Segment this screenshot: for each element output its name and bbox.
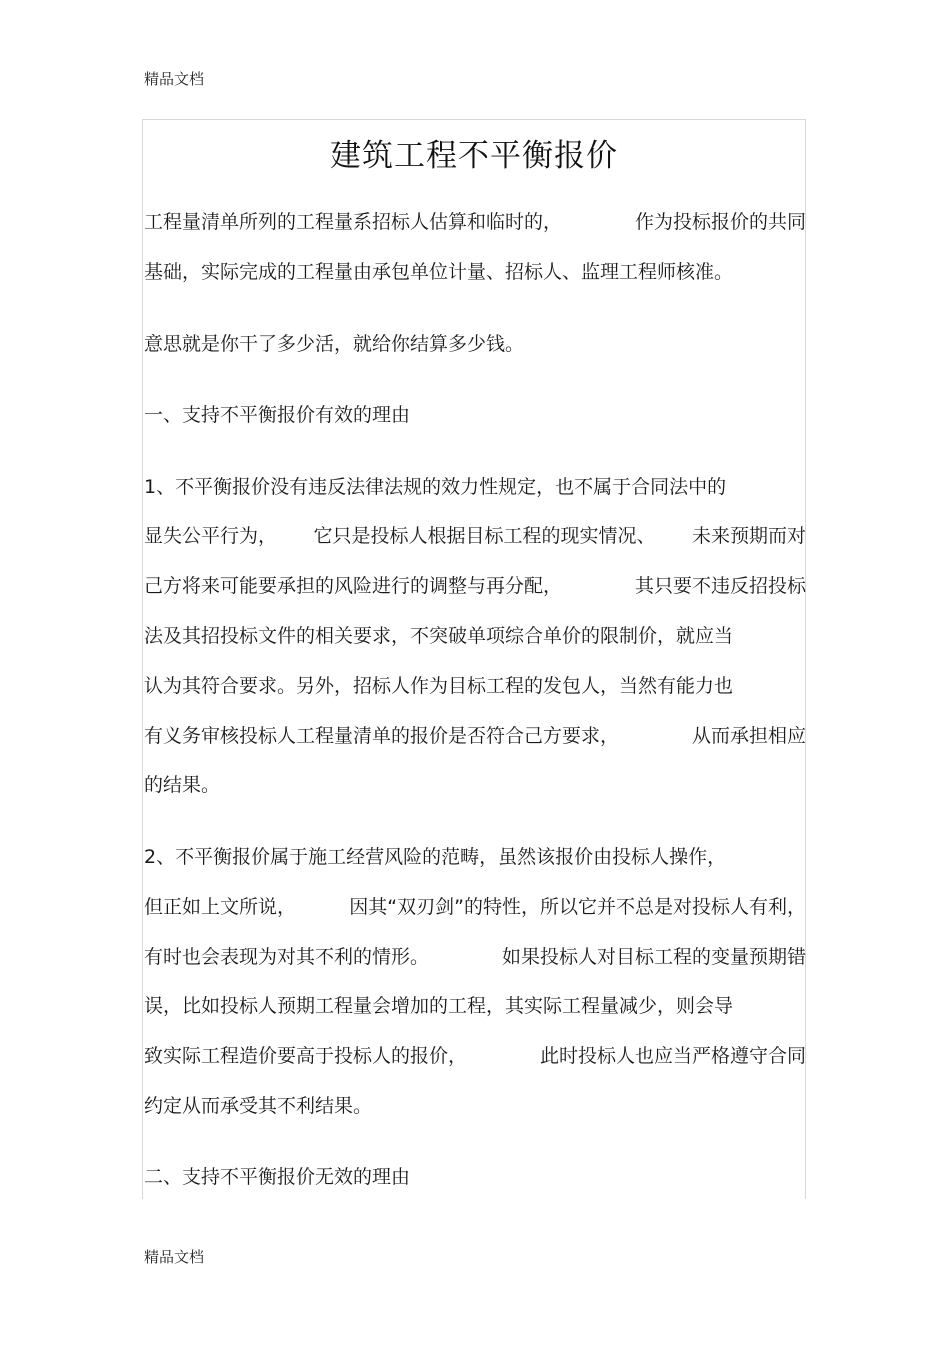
text-segment: 显失公平行为， (144, 525, 278, 547)
paragraph-line: 基础，实际完成的工程量由承包单位计量、招标人、监理工程师核准。 (144, 261, 734, 283)
document-title: 建筑工程不平衡报价 (330, 138, 618, 174)
text-segment: 此时投标人也应当严格遵守合同 (539, 1045, 806, 1067)
paragraph-line: 认为其符合要求。另外，招标人作为目标工程的发包人，当然有能力也 (144, 675, 734, 697)
section-heading: 一、支持不平衡报价有效的理由 (144, 404, 411, 426)
paragraph-line: 的结果。 (144, 774, 221, 796)
text-segment: 因其“双刃剑”的特性，所以它并不总是对投标人有利， (349, 896, 806, 918)
running-footer: 精品文档 (144, 1248, 205, 1266)
paragraph-line (144, 1044, 806, 1068)
paragraph-line: 法及其招投标文件的相关要求，不突破单项综合单价的限制价，就应当 (144, 625, 734, 647)
text-segment: 如果投标人对目标工程的变量预期错 (501, 946, 806, 968)
paragraph-line (144, 945, 806, 969)
paragraph-line: 约定从而承受其不利结果。 (144, 1095, 373, 1117)
text-segment: 有时也会表现为对其不利的情形。 (144, 946, 430, 968)
paragraph-line: 意思就是你干了多少活，就给你结算多少钱。 (144, 333, 525, 355)
text-segment: 从而承担相应 (691, 725, 806, 747)
running-header: 精品文档 (144, 70, 205, 88)
text-segment: 其只要不违反招投标 (634, 575, 806, 597)
paragraph-line (144, 574, 806, 598)
text-segment: 未来预期而对 (691, 525, 806, 547)
paragraph-line (144, 724, 806, 748)
paragraph-line: 1、不平衡报价没有违反法律法规的效力性规定，也不属于合同法中的 (144, 476, 727, 498)
text-segment: 己方将来可能要承担的风险进行的调整与再分配， (144, 575, 563, 597)
paragraph-line (144, 210, 806, 234)
text-segment: 它只是投标人根据目标工程的现实情况、 (313, 525, 656, 547)
paragraph-line: 2、不平衡报价属于施工经营风险的范畴，虽然该报价由投标人操作， (144, 846, 727, 868)
text-segment: 有义务审核投标人工程量清单的报价是否符合己方要求， (144, 725, 620, 747)
text-segment: 但正如上文所说， (144, 896, 297, 918)
text-segment: 工程量清单所列的工程量系招标人估算和临时的， (144, 211, 563, 233)
text-segment: 致实际工程造价要高于投标人的报价， (144, 1045, 468, 1067)
paragraph-line (144, 524, 806, 548)
paragraph-line: 误，比如投标人预期工程量会增加的工程，其实际工程量减少，则会导 (144, 995, 734, 1017)
section-heading: 二、支持不平衡报价无效的理由 (144, 1166, 411, 1188)
text-segment: 作为投标报价的共同 (634, 211, 806, 233)
paragraph-line (144, 895, 806, 919)
